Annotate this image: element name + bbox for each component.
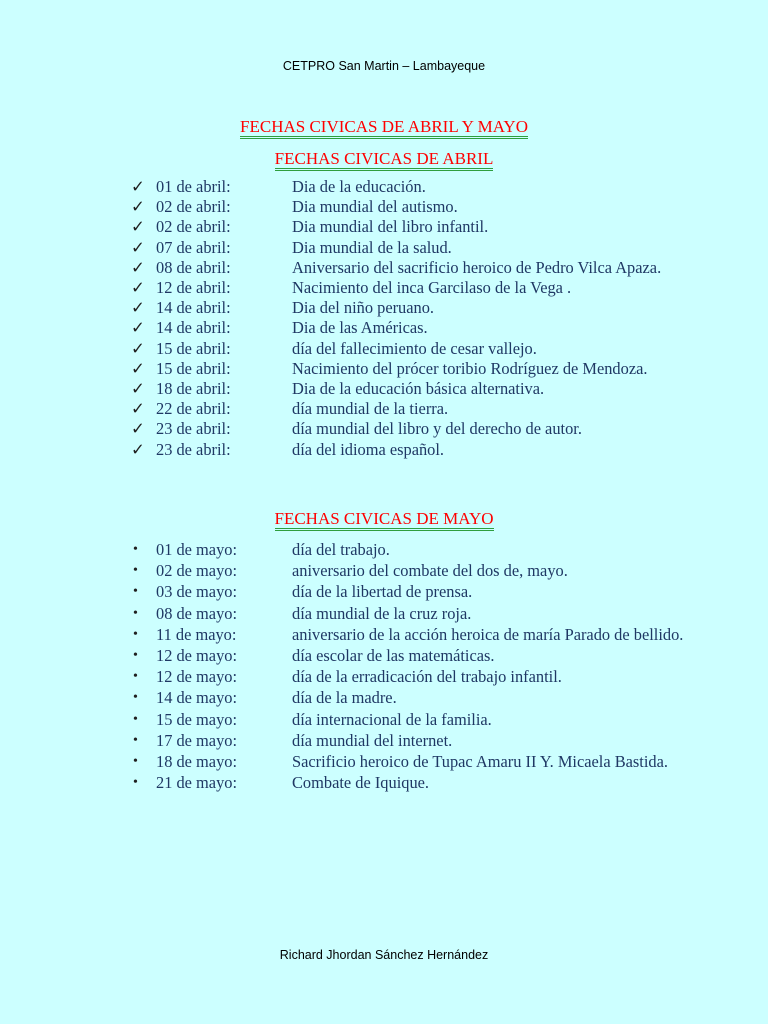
list-item [128, 539, 688, 560]
checkmark-icon: ✓ [131, 177, 145, 196]
item-text: Combate de Iquique. [292, 773, 430, 793]
list-item [128, 560, 688, 581]
bullet-icon: • [133, 626, 138, 642]
item-date: 15 de abril: [156, 338, 231, 358]
list-item [128, 359, 688, 379]
item-text: aniversario de la acción heroica de maría Parado de bellido. [292, 624, 684, 644]
item-date: 15 de mayo: [156, 709, 238, 729]
checkmark-icon: ✓ [131, 217, 145, 237]
item-date: 12 de mayo: [156, 646, 238, 666]
abril-title-text: FECHAS CIVICAS DE ABRIL [275, 149, 494, 171]
item-date: 22 de abril: [156, 399, 231, 419]
list-item [128, 645, 688, 666]
bullet-icon: • [133, 690, 138, 706]
list-item [128, 730, 688, 751]
item-date: 15 de abril: [156, 358, 231, 378]
item-text: día mundial de la cruz roja. [292, 603, 472, 623]
item-text: Nacimiento del prócer toribio Rodríguez de Mendoza. [292, 358, 648, 378]
item-date: 14 de abril: [156, 298, 231, 318]
list-item [128, 399, 688, 419]
bullet-icon: • [133, 754, 138, 770]
item-text: día del idioma español. [292, 439, 445, 459]
item-date: 02 de mayo: [156, 561, 238, 581]
item-text: aniversario del combate del dos de, mayo. [292, 561, 568, 581]
item-text: Dia del niño peruano. [292, 298, 435, 318]
abril-section-title [0, 149, 768, 169]
checkmark-icon: ✓ [131, 399, 145, 419]
checkmark-icon: ✓ [131, 298, 145, 318]
list-item [128, 624, 688, 645]
list-item [128, 217, 688, 237]
item-text: Dia de la educación. [292, 177, 426, 196]
item-text: día mundial de la tierra. [292, 399, 449, 419]
list-item [128, 751, 688, 772]
list-item [128, 419, 688, 439]
item-date: 12 de mayo: [156, 667, 238, 687]
item-date: 14 de mayo: [156, 688, 238, 708]
list-item [128, 709, 688, 730]
bullet-icon: • [133, 669, 138, 685]
item-text: día de la madre. [292, 688, 397, 708]
bullet-icon: • [133, 711, 138, 727]
main-title [0, 117, 768, 137]
list-item [128, 666, 688, 687]
bullet-icon: • [133, 732, 138, 748]
list-item [128, 581, 688, 602]
item-date: 23 de abril: [156, 419, 231, 439]
bullet-icon: • [133, 542, 138, 557]
bullet-icon: • [133, 648, 138, 664]
item-date: 08 de abril: [156, 257, 231, 277]
bullet-icon: • [133, 605, 138, 621]
list-item [128, 318, 688, 338]
checkmark-icon: ✓ [131, 419, 145, 439]
mayo-section-title [0, 509, 768, 529]
list-item [128, 603, 688, 624]
item-text: Dia de la educación básica alternativa. [292, 379, 545, 399]
item-date: 21 de mayo: [156, 773, 238, 793]
item-text: día del fallecimiento de cesar vallejo. [292, 338, 537, 358]
item-text: día del trabajo. [292, 540, 390, 559]
item-date: 07 de abril: [156, 237, 231, 257]
list-item [128, 440, 688, 460]
item-date: 03 de mayo: [156, 582, 238, 602]
list-item [128, 687, 688, 708]
item-text: Dia mundial del autismo. [292, 197, 458, 217]
checkmark-icon: ✓ [131, 257, 145, 277]
list-item [128, 278, 688, 298]
checkmark-icon: ✓ [131, 278, 145, 298]
list-item [128, 197, 688, 217]
bullet-icon: • [133, 584, 138, 600]
item-date: 01 de mayo: [156, 540, 238, 559]
item-date: 01 de abril: [156, 177, 231, 196]
checkmark-icon: ✓ [131, 358, 145, 378]
list-item [128, 238, 688, 258]
abril-list [128, 177, 688, 460]
item-date: 14 de abril: [156, 318, 231, 338]
item-date: 12 de abril: [156, 278, 231, 298]
item-date: 02 de abril: [156, 217, 231, 237]
item-date: 17 de mayo: [156, 730, 238, 750]
item-text: Dia mundial de la salud. [292, 237, 452, 257]
mayo-list [128, 539, 688, 793]
item-text: día mundial del internet. [292, 730, 453, 750]
item-date: 18 de mayo: [156, 752, 238, 772]
item-text: día de la erradicación del trabajo infantil. [292, 667, 562, 687]
list-item [128, 177, 688, 197]
page-footer: Richard Jhordan Sánchez Hernández [279, 948, 489, 962]
checkmark-icon: ✓ [131, 379, 145, 399]
item-date: 02 de abril: [156, 197, 231, 217]
item-date: 08 de mayo: [156, 603, 238, 623]
list-item [128, 772, 688, 793]
item-text: Aniversario del sacrificio heroico de Pedro Vilca Apaza. [292, 257, 662, 277]
page-header: CETPRO San Martin – Lambayeque [282, 59, 486, 73]
mayo-title-text: FECHAS CIVICAS DE MAYO [275, 509, 494, 531]
bullet-icon: • [133, 775, 138, 791]
item-date: 11 de mayo: [156, 624, 237, 644]
item-text: Dia mundial del libro infantil. [292, 217, 489, 237]
checkmark-icon: ✓ [131, 237, 145, 257]
checkmark-icon: ✓ [131, 318, 145, 338]
checkmark-icon: ✓ [131, 197, 145, 217]
checkmark-icon: ✓ [131, 338, 145, 358]
main-title-text: FECHAS CIVICAS DE ABRIL Y MAYO [240, 117, 528, 139]
list-item [128, 379, 688, 399]
item-date: 18 de abril: [156, 379, 231, 399]
checkmark-icon: ✓ [131, 439, 145, 459]
list-item [128, 298, 688, 318]
item-text: día de la libertad de prensa. [292, 582, 473, 602]
item-date: 23 de abril: [156, 439, 231, 459]
item-text: día internacional de la familia. [292, 709, 492, 729]
item-text: Nacimiento del inca Garcilaso de la Vega . [292, 278, 572, 298]
item-text: Sacrificio heroico de Tupac Amaru II Y. Micaela Bastida. [292, 752, 668, 772]
list-item [128, 339, 688, 359]
item-text: Dia de las Américas. [292, 318, 428, 338]
item-text: día escolar de las matemáticas. [292, 646, 495, 666]
item-text: día mundial del libro y del derecho de autor. [292, 419, 582, 439]
list-item [128, 258, 688, 278]
bullet-icon: • [133, 563, 138, 579]
